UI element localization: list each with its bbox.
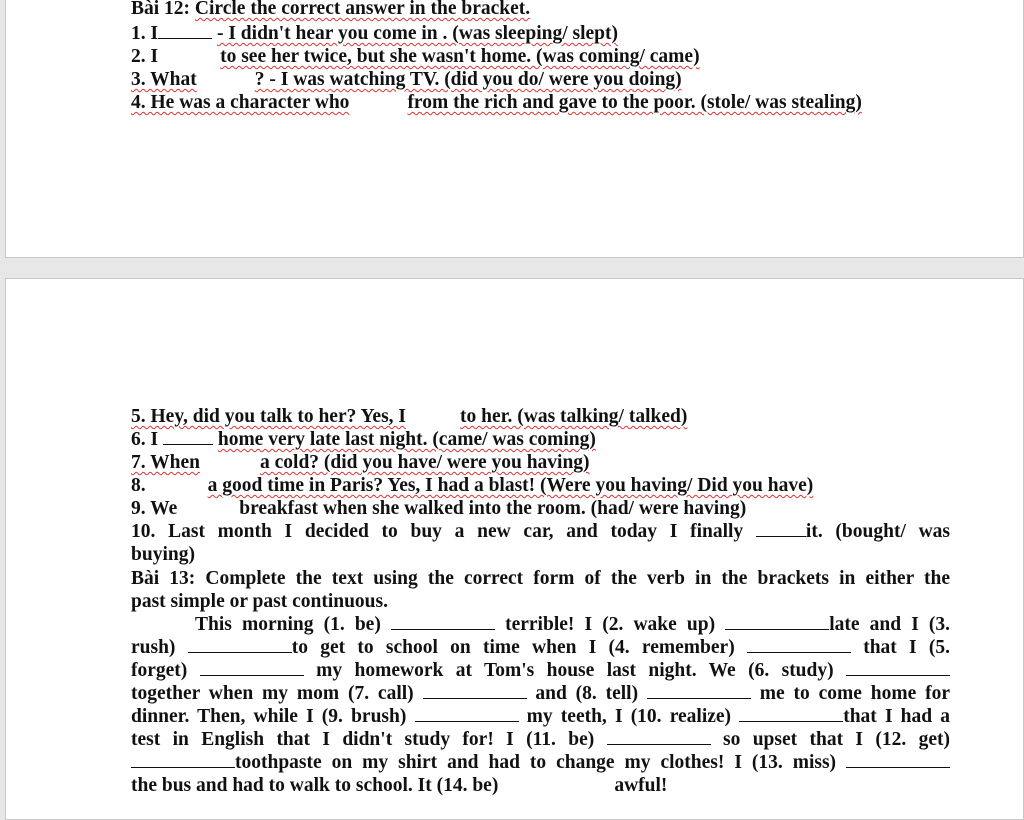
passage-text: so upset that I (12. get) (723, 729, 950, 750)
question-9 (131, 497, 950, 520)
exercise-13-instruction-end: past simple or past continuous. (131, 591, 388, 612)
question-8-number: 8. (131, 475, 146, 496)
passage-text: terrible! I (2. wake up) (505, 614, 716, 635)
exercise-12-heading (131, 0, 950, 20)
passage-line-2 (131, 636, 950, 659)
passage-text: that I (5. (863, 637, 951, 658)
answer-blank-12[interactable] (131, 752, 235, 768)
question-1-number: 1. I (131, 23, 159, 44)
passage-line-4 (131, 682, 950, 705)
question-10-options-end: buying) (131, 544, 195, 565)
question-9-number: 9. We (131, 498, 178, 519)
question-3-number: 3. What (131, 69, 197, 90)
passage-text: my teeth, I (10. realize) (526, 706, 732, 727)
question-10 (131, 520, 950, 543)
question-5-number: 5. Hey, did you talk to her? Yes, I (131, 406, 407, 427)
question-5 (131, 405, 950, 428)
question-2-text: to see her twice, but she wasn't home. (was coming/ came) (220, 46, 700, 67)
question-8-text: a good time in Paris? Yes, I had a blast! (Were you having/ Did you have) (207, 475, 814, 496)
question-6-number: 6. I (131, 429, 159, 450)
exercise-13-heading (131, 567, 950, 590)
answer-blank-13[interactable] (846, 752, 950, 768)
question-8 (131, 474, 950, 497)
passage-text: me to come home for (759, 683, 950, 704)
answer-blank[interactable] (756, 521, 806, 537)
answer-blank-4[interactable] (747, 637, 851, 653)
answer-blank-2[interactable] (725, 614, 829, 630)
passage-text: rush) (131, 637, 176, 658)
exercise-13-heading-cont (131, 590, 950, 613)
question-1 (131, 22, 950, 45)
passage-line-8 (131, 774, 950, 797)
passage-line-6 (131, 728, 950, 751)
question-1-text: - I didn't hear you come in . (was sleeping/ slept) (216, 23, 619, 44)
passage-text: to get to school on time when I (4. remember) (291, 637, 735, 658)
passage-line-7 (131, 751, 950, 774)
answer-blank[interactable] (163, 429, 213, 445)
answer-blank-11[interactable] (607, 729, 711, 745)
question-2 (131, 45, 950, 68)
question-4-text: from the rich and gave to the poor. (stole/ was stealing) (407, 92, 862, 113)
question-3-text: ? - I was watching TV. (did you do/ were you doing) (254, 69, 682, 90)
exercise-12-label: Bài 12: (131, 0, 191, 19)
passage-line-5 (131, 705, 950, 728)
question-10-text: 10. Last month I decided to buy a new car, and today I finally (131, 521, 744, 542)
question-2-number: 2. I (131, 46, 159, 67)
passage-text: late and I (3. (829, 614, 951, 635)
question-10-continued (131, 543, 950, 566)
question-9-text: breakfast when she walked into the room. (had/ were having) (239, 498, 747, 519)
passage-text: toothpaste on my shirt and had to change my clothes! I (13. miss) (235, 752, 837, 773)
exercise-13-instruction: Complete the text using the correct form of the verb in the brackets in either the (205, 568, 951, 589)
answer-blank[interactable] (158, 23, 212, 39)
question-4-number: 4. He was a character who (131, 92, 350, 113)
question-5-text: to her. (was talking/ talked) (460, 406, 688, 427)
answer-blank-10[interactable] (739, 706, 843, 722)
question-7-text: a cold? (did you have/ were you having) (260, 452, 590, 473)
passage-text: dinner. Then, while I (9. brush) (131, 706, 407, 727)
answer-blank-9[interactable] (415, 706, 519, 722)
passage-text: awful! (614, 775, 668, 796)
question-6 (131, 428, 950, 451)
passage-text: that I had a (843, 706, 951, 727)
answer-blank-6[interactable] (846, 660, 950, 676)
document-page-2 (5, 278, 1024, 820)
passage-text: forget) (131, 660, 188, 681)
document-page-1 (5, 0, 1024, 258)
question-4 (131, 91, 950, 114)
passage-text: my homework at Tom's house last night. We (6. study) (316, 660, 834, 681)
passage-text: and (8. tell) (535, 683, 639, 704)
question-10-options: it. (bought/ was (805, 521, 950, 542)
answer-blank-3[interactable] (188, 637, 292, 653)
answer-blank-8[interactable] (647, 683, 751, 699)
passage-text: test in English that I didn't study for! I (11. be) (131, 729, 595, 750)
exercise-13-label: Bài 13: (131, 568, 196, 589)
question-6-text: home very late last night. (came/ was coming) (217, 429, 596, 450)
passage-text: together when my mom (7. call) (131, 683, 414, 704)
answer-blank-5[interactable] (200, 660, 304, 676)
passage-line-1 (195, 613, 950, 636)
passage-text: This morning (1. be) (195, 614, 381, 635)
answer-blank-1[interactable] (391, 614, 495, 630)
question-7 (131, 451, 950, 474)
exercise-12-instruction: Circle the correct answer in the bracket. (194, 0, 531, 19)
passage-text: the bus and had to walk to school. It (14. be) (131, 775, 499, 796)
question-3 (131, 68, 950, 91)
question-7-number: 7. When (131, 452, 200, 473)
passage-line-3 (131, 659, 950, 682)
answer-blank-7[interactable] (423, 683, 527, 699)
